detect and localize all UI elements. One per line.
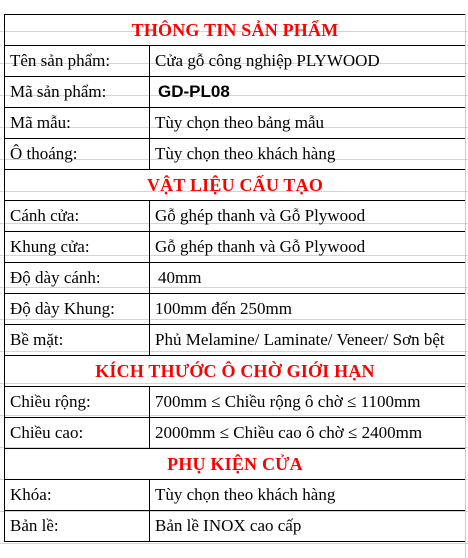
table-row — [5, 294, 466, 325]
label-cell[interactable]: Cánh cửa: — [5, 201, 150, 232]
value-cell[interactable]: 2000mm ≤ Chiều cao ô chờ ≤ 2400mm — [150, 418, 466, 449]
value-cell[interactable]: Gỗ ghép thanh và Gỗ Plywood — [150, 232, 466, 263]
label-cell[interactable]: Độ dày Khung: — [5, 294, 150, 325]
value-cell[interactable]: Cửa gỗ công nghiệp PLYWOOD — [150, 46, 466, 77]
label-cell[interactable]: Độ dày cánh: — [5, 263, 150, 294]
label-cell[interactable]: Khung cửa: — [5, 232, 150, 263]
label-cell[interactable]: Tên sản phẩm: — [5, 46, 150, 77]
value-cell[interactable]: Tùy chọn theo khách hàng — [150, 480, 466, 511]
section-header-row — [5, 170, 466, 201]
section-title-product-info[interactable]: THÔNG TIN SẢN PHẨM — [5, 15, 466, 46]
section-title-materials[interactable]: VẬT LIỆU CẤU TẠO — [5, 170, 466, 201]
table-row — [5, 418, 466, 449]
value-cell[interactable]: Tùy chọn theo khách hàng — [150, 139, 466, 170]
section-title-opening-size[interactable]: KÍCH THƯỚC Ô CHỜ GIỚI HẠN — [5, 356, 466, 387]
table-row — [5, 46, 466, 77]
table-row — [5, 139, 466, 170]
section-header-row — [5, 15, 466, 46]
table-row — [5, 232, 466, 263]
section-header-row — [5, 449, 466, 480]
product-spec-table — [4, 14, 466, 542]
value-cell[interactable]: Gỗ ghép thanh và Gỗ Plywood — [150, 201, 466, 232]
section-header-row — [5, 356, 466, 387]
section-title-accessories[interactable]: PHỤ KIỆN CỬA — [5, 449, 466, 480]
label-cell[interactable]: Bản lề: — [5, 511, 150, 542]
table-row — [5, 263, 466, 294]
table-row — [5, 325, 466, 356]
table-row — [5, 201, 466, 232]
label-cell[interactable]: Ô thoáng: — [5, 139, 150, 170]
value-cell[interactable]: Bản lề INOX cao cấp — [150, 511, 466, 542]
label-cell[interactable]: Bề mặt: — [5, 325, 150, 356]
value-cell[interactable]: 700mm ≤ Chiều rộng ô chờ ≤ 1100mm — [150, 387, 466, 418]
value-cell[interactable]: Phủ Melamine/ Laminate/ Veneer/ Sơn bệt — [150, 325, 466, 356]
table-row — [5, 387, 466, 418]
label-cell[interactable]: Chiều rộng: — [5, 387, 150, 418]
label-cell[interactable]: Mã sản phẩm: — [5, 77, 150, 108]
label-cell[interactable]: Mã mẫu: — [5, 108, 150, 139]
table-row — [5, 108, 466, 139]
product-code-cell[interactable]: GD-PL08 — [150, 77, 466, 108]
value-cell[interactable]: 40mm — [150, 263, 466, 294]
table-row — [5, 77, 466, 108]
value-cell[interactable]: 100mm đến 250mm — [150, 294, 466, 325]
table-row — [5, 480, 466, 511]
label-cell[interactable]: Khóa: — [5, 480, 150, 511]
label-cell[interactable]: Chiều cao: — [5, 418, 150, 449]
table-row — [5, 511, 466, 542]
value-cell[interactable]: Tùy chọn theo bảng mẫu — [150, 108, 466, 139]
